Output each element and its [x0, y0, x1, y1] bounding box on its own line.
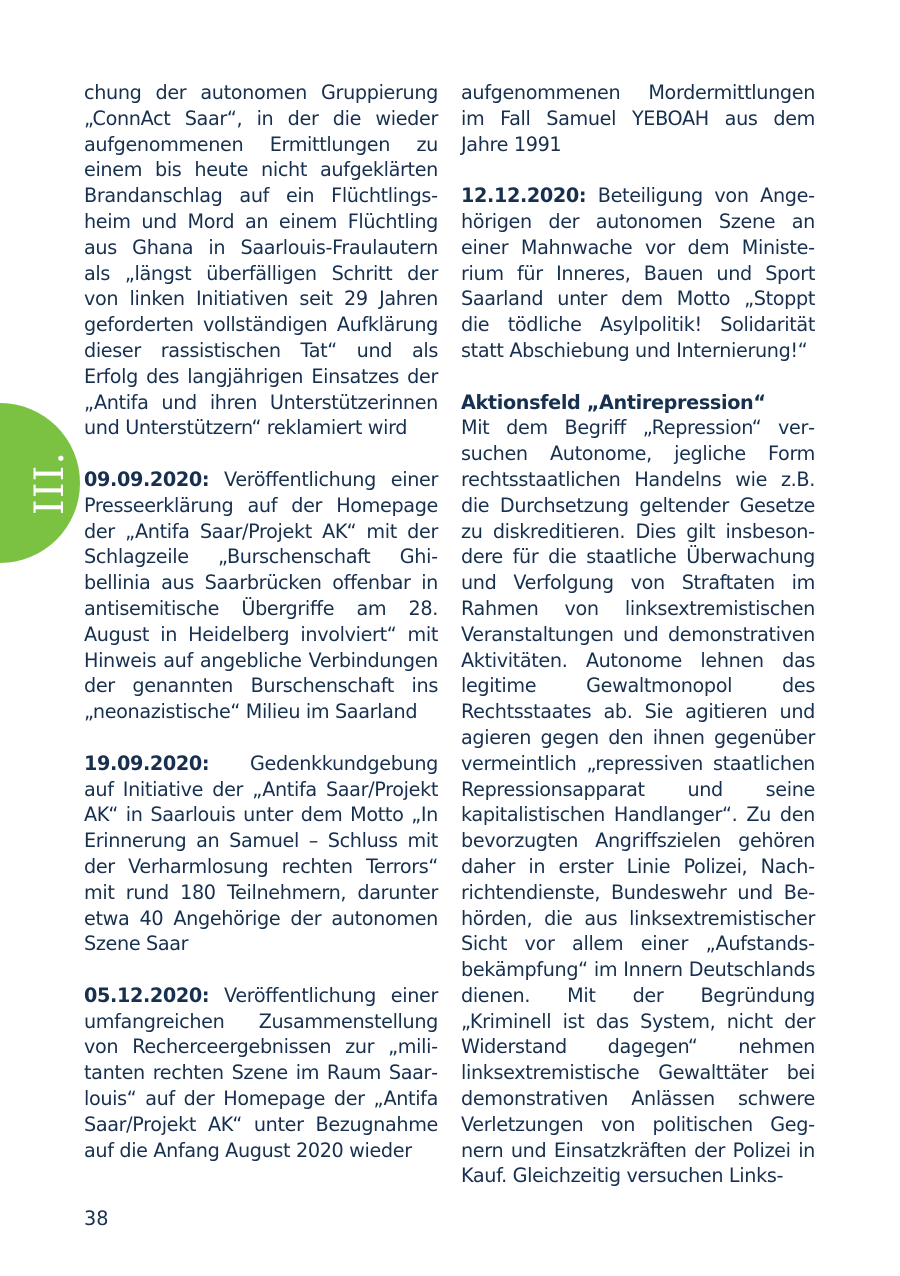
entry-text: Veröffentlichung einer umfangreichen Zusammenstellung von Recherceergebnissen zur „militanten rechten Szene im Raum Saarlouis“ auf der Homepage der „Antifa Saar/Projekt AK“ unter Bezugnahme auf die Anfang August 2020 wieder — [84, 983, 438, 1162]
page-number: 38 — [84, 1207, 109, 1230]
entry-text: Beteiligung von Angehörigen der autonomen Szene an einer Mahnwache vor dem Ministerium für Inneres, Bauen und Sport Saarland unter dem Motto „Stoppt die tödliche Asylpolitik! Solidarität statt Abschiebung und Internierung!“ — [461, 184, 815, 362]
continuation-paragraph: aufgenommenen Mordermittlungen im Fall Samuel YEBOAH aus dem Jahre 1991 — [461, 81, 815, 156]
intro-paragraph: chung der autonomen Gruppierung „ConnAct Saar“, in der die wieder aufgenommenen Ermittlungen zu einem bis heute nicht aufgeklärten Brandanschlag auf ein Flüchtlingsheim und Mord an einem Flüchtling aus Ghana in Saarlouis-Fraulautern als „längst überfälligen Schritt der von linken Initiativen seit 29 Jahren geforderten vollständigen Aufklärung dieser rassistischen Tat“ und als Erfolg des langjährigen Einsatzes der „Antifa und ihren Unterstützerinnen und Unterstützern“ reklamiert wird — [84, 81, 438, 440]
entry-text: Gedenkkundgebung auf Initiative der „Antifa Saar/Projekt AK“ in Saarlouis unter dem Motto „In Erinnerung an Samuel – Schluss mit der Verharmlosung rechten Terrors“ mit rund 180 Teilnehmern, darunter etwa 40 Angehörige der autonomen Szene Saar — [84, 751, 438, 956]
entry-paragraph — [84, 751, 438, 957]
entry-paragraph — [84, 983, 438, 1164]
entry-paragraph — [84, 467, 438, 725]
entry-paragraph — [461, 183, 815, 364]
section-heading: Aktionsfeld „Antirepression“ — [461, 390, 766, 414]
entry-date: 05.12.2020: — [84, 983, 210, 1007]
chapter-tab-label: III. — [27, 450, 73, 516]
entry-date: 19.09.2020: — [84, 751, 210, 775]
entry-text: Veröffentlichung einer Presseerklärung auf der Homepage der „Antifa Saar/Projekt AK“ mit der Schlagzeile „Burschenschaft Ghibellinia aus Saarbrücken offenbar in antisemitische Übergriffe am 28. August in Heidelberg involviert“ mit Hinweis auf angebliche Verbindungen der genannten Burschenschaft ins „neonazistische“ Milieu im Saarland — [84, 467, 438, 724]
entry-date: 12.12.2020: — [461, 184, 587, 208]
section-paragraph: Mit dem Begriff „Repression“ versuchen Autonome, jegliche Form rechtsstaatlichen Handelns wie z.B. die Durchsetzung geltender Gesetze zu diskreditieren. Dies gilt insbesondere für die staatliche Überwachung und Verfolgung von Straftaten im Rahmen von linksextremistischen Veranstaltungen und demonstrativen Aktivitäten. Autonome lehnen das legitime Gewaltmonopol des Rechtsstaates ab. Sie agitieren und agieren gegen den ihnen gegenüber vermeintlich „repressiven staatlichen Repressionsapparat und seine kapitalistischen Handlanger“. Zu den bevorzugten Angriffszielen gehören daher in erster Linie Polizei, Nachrichtendienste, Bundeswehr und Behörden, die aus linksextremistischer Sicht vor allem einer „Aufstandsbekämpfung“ im Innern Deutschlands dienen. Mit der Begründung „Kriminell ist das System, nicht der Widerstand dagegen“ nehmen linksextremistische Gewalttäter bei demonstrativen Anlässen schwere Verletzungen von politischen Gegnern und Einsatzkräften der Polizei in Kauf. Gleichzeitig versuchen Links- — [461, 416, 815, 1188]
left-column — [84, 80, 438, 1163]
right-column — [461, 80, 815, 1189]
entry-date: 09.09.2020: — [84, 467, 210, 491]
